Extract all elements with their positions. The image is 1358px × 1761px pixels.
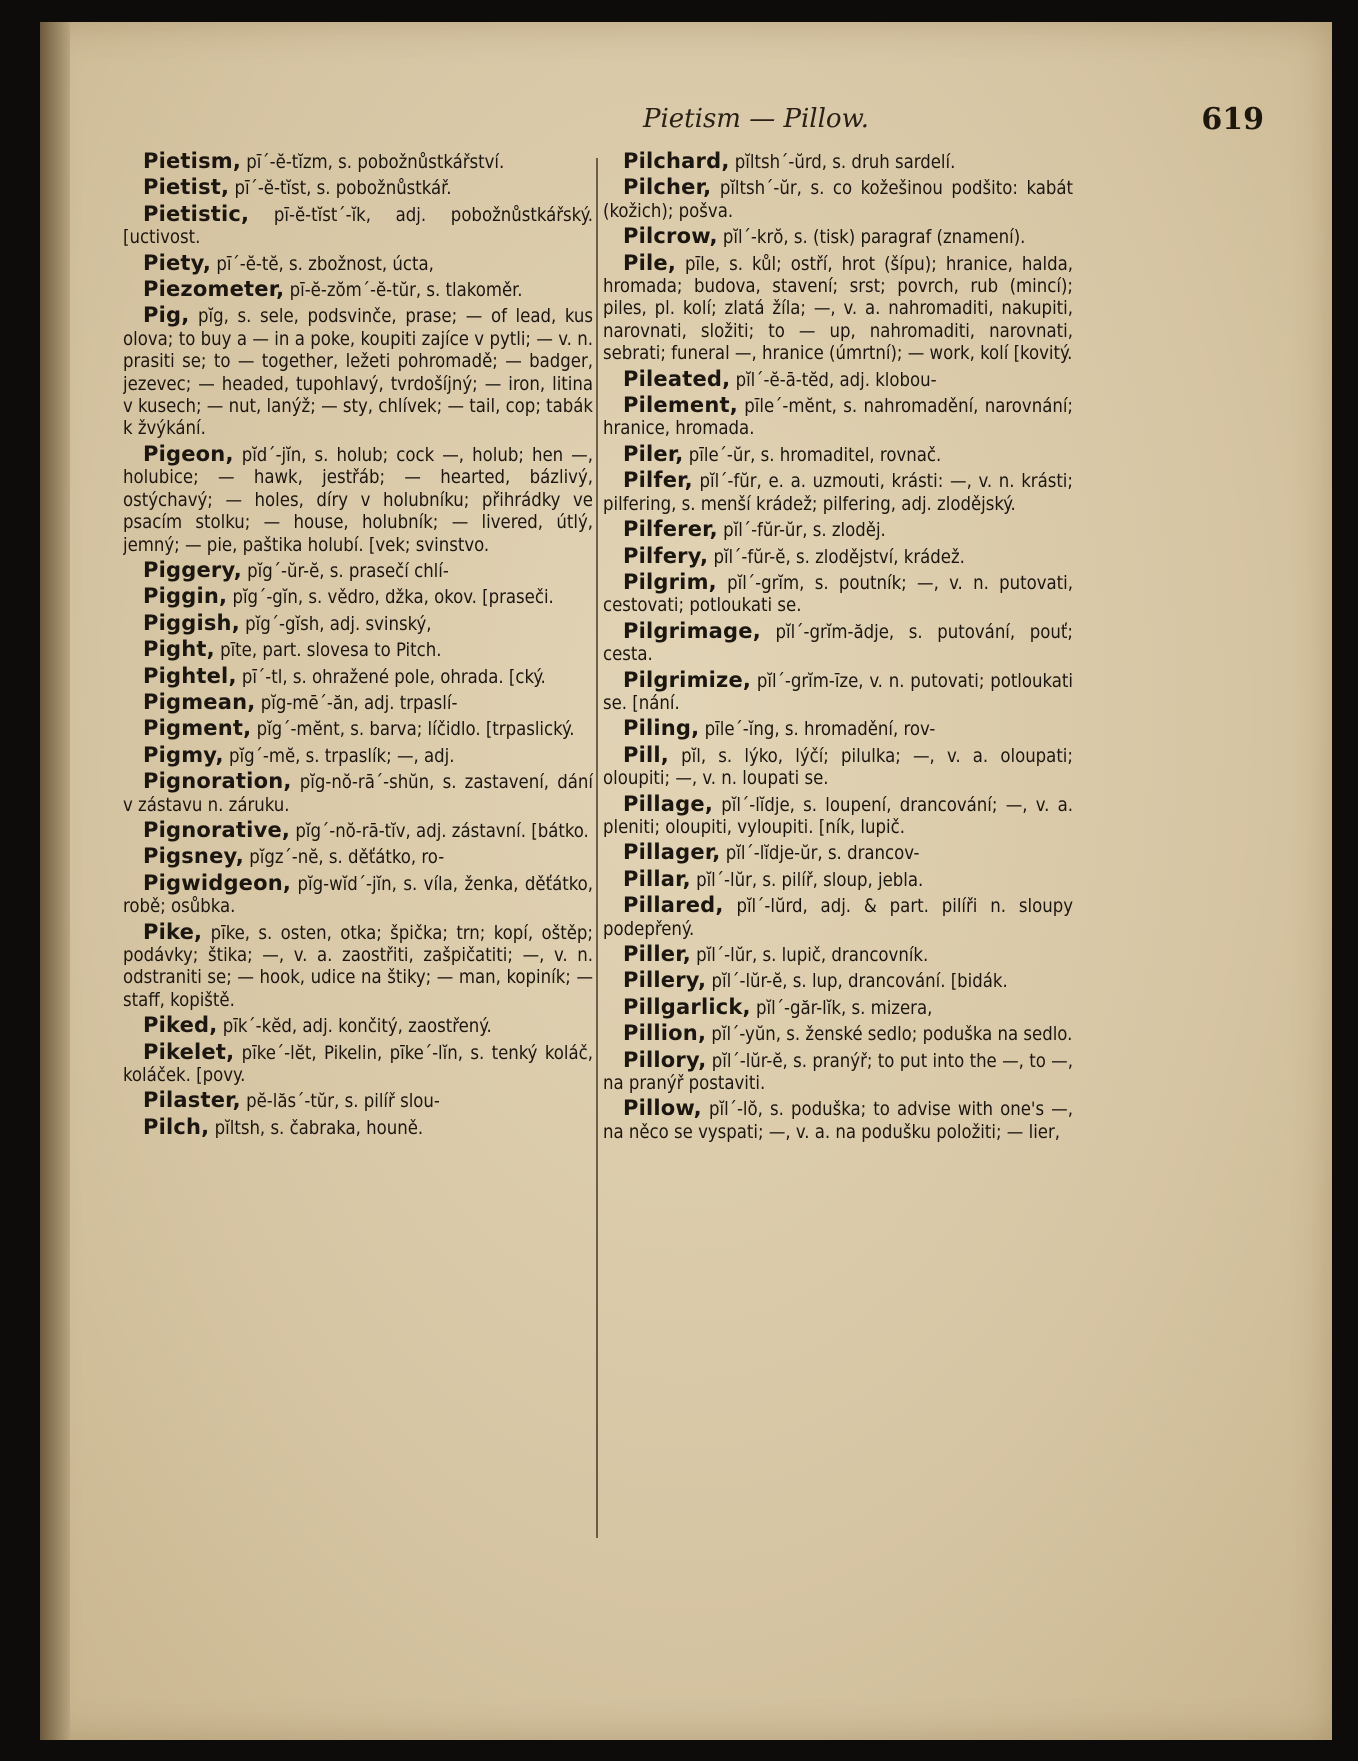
dictionary-entry bbox=[603, 717, 1073, 741]
entry-definition: pĭl´-grĭm-īze, v. n. putovati; potloukati se. [nání. bbox=[603, 670, 1073, 714]
entry-definition: pīke, s. osten, otka; špička; trn; kopí, oštěp; podávky; štika; —, v. a. zaostřiti, zašpičatiti; —, v. n. odstraniti se; — hook, udice na štiky; — man, kopiník; — staff, kopiště. bbox=[123, 922, 593, 1011]
dictionary-entry bbox=[603, 571, 1073, 618]
dictionary-entry bbox=[603, 150, 1073, 174]
entry-definition: pĭg´-nŏ-rā-tĭv, adj. zástavní. [bátko. bbox=[295, 820, 589, 842]
dictionary-entry bbox=[123, 691, 593, 715]
dictionary-entry bbox=[123, 1116, 593, 1140]
entry-headword: Pigmean, bbox=[143, 689, 256, 714]
entry-definition: pĭg, s. sele, podsvinče, prase; — of lead, kus olova; to buy a — in a poke, koupiti zajíce v pytli; — v. n. prasiti se; to — together, ležeti pohromadě; — badger, jezevec; — headed, tupohlavý, tvrdošíjný; — iron, litina v kusech; — nut, lanýž; — sty, chlívek; — tail, cop; tabák k žvýkání. bbox=[123, 306, 593, 440]
entry-headword: Pilcrow, bbox=[623, 224, 718, 249]
dictionary-entry bbox=[123, 612, 593, 636]
dictionary-entry bbox=[603, 1022, 1073, 1046]
entry-headword: Pigmy, bbox=[143, 742, 224, 767]
entry-headword: Piggish, bbox=[143, 610, 240, 635]
entry-definition: pĭl´-lŭr, s. pilíř, sloup, jebla. bbox=[696, 869, 924, 891]
entry-headword: Pilfery, bbox=[623, 543, 709, 568]
dictionary-entry bbox=[123, 770, 593, 817]
entry-headword: Pillow, bbox=[623, 1096, 702, 1121]
entry-definition: pĭd´-jĭn, s. holub; cock —, holub; hen —, holubice; — hawk, jestřáb; — hearted, bázlivý, ostýchavý; — holes, díry v holubníku; přihrádky ve psacím stolku; — house, holubník; — livered, útlý, jemný; — pie, paštika holubí. [vek; svinstvo. bbox=[123, 444, 593, 556]
dictionary-entry bbox=[123, 638, 593, 662]
entry-headword: Piezometer, bbox=[143, 277, 285, 302]
entry-headword: Pillgarlick, bbox=[623, 994, 751, 1019]
entry-headword: Piller, bbox=[623, 942, 691, 966]
entry-headword: Pillared, bbox=[623, 893, 724, 918]
dictionary-entry bbox=[123, 1041, 593, 1088]
dictionary-entry bbox=[123, 278, 593, 302]
entry-definition: pĭltsh´-ŭrd, s. druh sardelí. bbox=[734, 152, 956, 173]
entry-headword: Pile, bbox=[623, 250, 677, 275]
entry-headword: Pigeon, bbox=[143, 441, 234, 466]
dictionary-entry bbox=[603, 518, 1073, 542]
dictionary-entry bbox=[603, 996, 1073, 1020]
entry-headword: Pignorative, bbox=[143, 817, 291, 842]
dictionary-entry bbox=[603, 793, 1073, 840]
entry-definition: pī´-ĕ-tĭst, s. pobožnůstkář. bbox=[234, 178, 452, 200]
dictionary-entry bbox=[123, 1014, 593, 1038]
entry-definition: pīte, part. slovesa to Pitch. bbox=[220, 640, 442, 662]
right-column bbox=[603, 150, 1073, 1655]
entry-headword: Pillar, bbox=[623, 866, 691, 891]
entry-headword: Piggery, bbox=[143, 557, 242, 582]
dictionary-entry bbox=[603, 469, 1073, 516]
dictionary-entry bbox=[603, 545, 1073, 569]
entry-headword: Pilgrimage, bbox=[623, 618, 761, 643]
dictionary-entry bbox=[603, 841, 1073, 865]
entry-headword: Pikelet, bbox=[143, 1039, 235, 1064]
left-column bbox=[123, 150, 593, 1655]
dictionary-entry bbox=[603, 1097, 1073, 1144]
entry-definition: pĭl´-lŭr-ĕ, s. pranýř; to put into the —, to —, na pranýř postaviti. bbox=[603, 1050, 1073, 1095]
entry-definition: pĭl, s. lýko, lýčí; pilulka; —, v. a. oloupati; oloupiti; —, v. n. loupati se. bbox=[603, 745, 1073, 790]
entry-headword: Pilgrim, bbox=[623, 569, 717, 594]
entry-definition: pĭl´-lĭdje, s. loupení, drancování; —, v. a. pleniti; oloupiti, vyloupiti. [ník, lupič. bbox=[603, 794, 1073, 838]
entry-headword: Pilement, bbox=[623, 393, 738, 418]
dictionary-entry bbox=[123, 1089, 593, 1113]
entry-definition: pī´-tl, s. ohražené pole, ohrada. [cký. bbox=[241, 666, 546, 688]
entry-headword: Pigment, bbox=[143, 716, 252, 741]
entry-definition: pīk´-kĕd, adj. končitý, zaostřený. bbox=[222, 1016, 492, 1038]
dictionary-entry bbox=[123, 304, 593, 440]
entry-headword: Pilgrimize, bbox=[623, 667, 752, 692]
dictionary-entry bbox=[123, 744, 593, 768]
entry-definition: pĭl´-krŏ, s. (tisk) paragraf (znamení). bbox=[722, 227, 1026, 249]
entry-definition: pĭltsh, s. čabraka, houně. bbox=[214, 1117, 424, 1139]
entry-definition: pī´-ĕ-tĭzm, s. pobožnůstkářství. bbox=[246, 152, 505, 173]
entry-definition: pĭg-nŏ-rā´-shŭn, s. zastavení, dání v zástavu n. záruku. bbox=[123, 772, 593, 816]
entry-definition: pĭl´-fŭr, e. a. uzmouti, krásti: —, v. n. krásti; pilfering, s. menší krádež; pilfering, adj. zlodějský. bbox=[603, 471, 1073, 515]
entry-headword: Pilferer, bbox=[623, 517, 718, 542]
entry-headword: Pigwidgeon, bbox=[143, 870, 292, 895]
entry-definition: pĭl´-lĭdje-ŭr, s. drancov- bbox=[725, 843, 920, 865]
dictionary-entry bbox=[123, 845, 593, 869]
entry-definition: pĭl´-lŭr, s. lupič, drancovník. bbox=[696, 945, 929, 966]
entry-definition: pī-ĕ-zŏm´-ĕ-tŭr, s. tlakoměr. bbox=[289, 280, 523, 302]
entry-headword: Pileated, bbox=[623, 366, 731, 391]
entry-definition: pĭg´-gĭn, s. vědro, džka, okov. [praseči. bbox=[232, 587, 554, 609]
dictionary-entry bbox=[603, 744, 1073, 791]
book-gutter bbox=[40, 22, 70, 1740]
dictionary-entry bbox=[603, 394, 1073, 441]
entry-definition: pĭl´-grĭm-ădje, s. putování, pouť; cesta. bbox=[603, 621, 1073, 666]
dictionary-entry bbox=[603, 620, 1073, 667]
entry-headword: Pietism, bbox=[143, 150, 242, 173]
entry-headword: Pilchard, bbox=[623, 150, 730, 173]
dictionary-entry bbox=[123, 252, 593, 276]
dictionary-entry bbox=[603, 368, 1073, 392]
entry-definition: pĭgz´-nĕ, s. děťátko, ro- bbox=[249, 847, 445, 869]
dictionary-entry bbox=[123, 150, 593, 174]
dictionary-entry bbox=[123, 872, 593, 919]
entry-headword: Pilaster, bbox=[143, 1088, 241, 1113]
entry-definition: pĭg-mē´-ăn, adj. trpaslí- bbox=[260, 692, 458, 714]
entry-definition: pĭg´-gĭsh, adj. svinský, bbox=[245, 613, 432, 635]
dictionary-entry bbox=[123, 665, 593, 689]
dictionary-entry bbox=[603, 894, 1073, 941]
entry-definition: pĭg´-mĕnt, s. barva; líčidlo. [trpaslický. bbox=[256, 719, 575, 741]
page-header bbox=[160, 104, 1292, 144]
entry-definition: pī´-ĕ-tĕ, s. zbožnost, úcta, bbox=[216, 253, 434, 275]
entry-headword: Pillory, bbox=[623, 1047, 707, 1072]
running-title: Pietism — Pillow. bbox=[642, 104, 869, 134]
entry-headword: Piggin, bbox=[143, 584, 228, 609]
dictionary-entry bbox=[603, 969, 1073, 993]
entry-definition: pīle´-ŭr, s. hromaditel, rovnač. bbox=[688, 444, 942, 466]
entry-headword: Piked, bbox=[143, 1013, 218, 1038]
entry-headword: Pillage, bbox=[623, 791, 714, 816]
dictionary-entry bbox=[603, 868, 1073, 892]
dictionary-entry bbox=[603, 443, 1073, 467]
dictionary-entry bbox=[603, 669, 1073, 716]
entry-definition: pĭl´-lŭrd, adj. & part. pilíři n. sloupy podepřený. bbox=[603, 896, 1073, 940]
dictionary-entry bbox=[123, 819, 593, 843]
entry-headword: Piety, bbox=[143, 250, 212, 275]
entry-headword: Pigsney, bbox=[143, 844, 244, 869]
dictionary-entry bbox=[603, 943, 1073, 967]
dictionary-entry bbox=[603, 176, 1073, 223]
entry-headword: Pignoration, bbox=[143, 769, 292, 794]
entry-headword: Pight, bbox=[143, 637, 215, 662]
entry-headword: Pillager, bbox=[623, 840, 721, 865]
entry-definition: pīle´-mĕnt, s. nahromadění, narovnání; hranice, hromada. bbox=[603, 396, 1073, 440]
entry-definition: pī-ĕ-tĭst´-ĭk, adj. pobožnůstkářský. [uctivost. bbox=[123, 204, 593, 249]
entry-headword: Pilfer, bbox=[623, 468, 693, 493]
entry-definition: pĕ-lăs´-tŭr, s. pilíř slou- bbox=[246, 1091, 440, 1113]
entry-definition: pīle´-ĭng, s. hromadění, rov- bbox=[704, 719, 936, 741]
entry-definition: pĭl´-yŭn, s. ženské sedlo; poduška na sedlo. bbox=[711, 1024, 1073, 1046]
entry-definition: pīle, s. kůl; ostří, hrot (šípu); hranice, halda, hromada; budova, stavení; srst; povrch, rub (mincí); piles, pl. kolí; zlatá žíla; —, v. a. nahromaditi, nakupiti, narovnati, složiti; to — up, nahromaditi, narovnati, sebrati; funeral —, hranice (úmrtní); — work, kolí [kovitý. bbox=[603, 253, 1073, 365]
dictionary-entry bbox=[123, 559, 593, 583]
dictionary-entry bbox=[123, 717, 593, 741]
entry-headword: Pilch, bbox=[143, 1114, 210, 1139]
entry-headword: Pike, bbox=[143, 919, 203, 944]
entry-definition: pĭg´-mĕ, s. trpaslík; —, adj. bbox=[229, 745, 455, 767]
entry-definition: pĭltsh´-ŭr, s. co kožešinou podšito: kabát (kožich); pošva. bbox=[603, 178, 1073, 222]
entry-definition: pĭg´-ŭr-ĕ, s. prasečí chlí- bbox=[247, 560, 449, 582]
page-number: 619 bbox=[1201, 102, 1264, 137]
dictionary-entry bbox=[603, 225, 1073, 249]
entry-definition: pĭl´-ĕ-ā-tĕd, adj. klobou- bbox=[735, 369, 937, 391]
entry-definition: pĭg-wĭd´-jĭn, s. víla, ženka, děťátko, robě; osůbka. bbox=[123, 873, 593, 918]
dictionary-entry bbox=[123, 443, 593, 557]
dictionary-entry bbox=[603, 252, 1073, 366]
entry-headword: Piler, bbox=[623, 441, 684, 466]
dictionary-entry bbox=[123, 921, 593, 1013]
dictionary-entry bbox=[123, 203, 593, 250]
entry-definition: pĭl´-lŭr-ĕ, s. lup, drancování. [bidák. bbox=[711, 971, 1008, 993]
entry-definition: pĭl´-fŭr-ŭr, s. zloděj. bbox=[723, 520, 886, 542]
entry-headword: Pilcher, bbox=[623, 175, 712, 200]
entry-headword: Pig, bbox=[143, 303, 190, 328]
entry-headword: Pillion, bbox=[623, 1021, 707, 1046]
entry-definition: pĭl´-găr-lĭk, s. mizera, bbox=[756, 997, 933, 1019]
entry-definition: pĭl´-grĭm, s. poutník; —, v. n. putovati, cestovati; potloukati se. bbox=[603, 572, 1073, 617]
column-divider bbox=[596, 158, 598, 1538]
entry-headword: Piling, bbox=[623, 716, 700, 741]
entry-headword: Pightel, bbox=[143, 663, 237, 688]
entry-definition: pīke´-lĕt, Pikelin, pīke´-lĭn, s. tenký koláč, koláček. [povy. bbox=[123, 1042, 593, 1087]
dictionary-entry bbox=[123, 585, 593, 609]
entry-headword: Pietistic, bbox=[143, 201, 250, 226]
dictionary-entry bbox=[603, 1049, 1073, 1096]
entry-headword: Pill, bbox=[623, 742, 669, 767]
entry-headword: Pietist, bbox=[143, 175, 230, 200]
entry-headword: Pillery, bbox=[623, 968, 707, 993]
entry-definition: pĭl´-fŭr-ĕ, s. zlodějství, krádež. bbox=[713, 546, 965, 568]
entry-definition: pĭl´-lŏ, s. poduška; to advise with one's —, na něco se vyspati; —, v. a. na podušku položiti; — lier, bbox=[603, 1099, 1073, 1143]
dictionary-entry bbox=[123, 176, 593, 200]
